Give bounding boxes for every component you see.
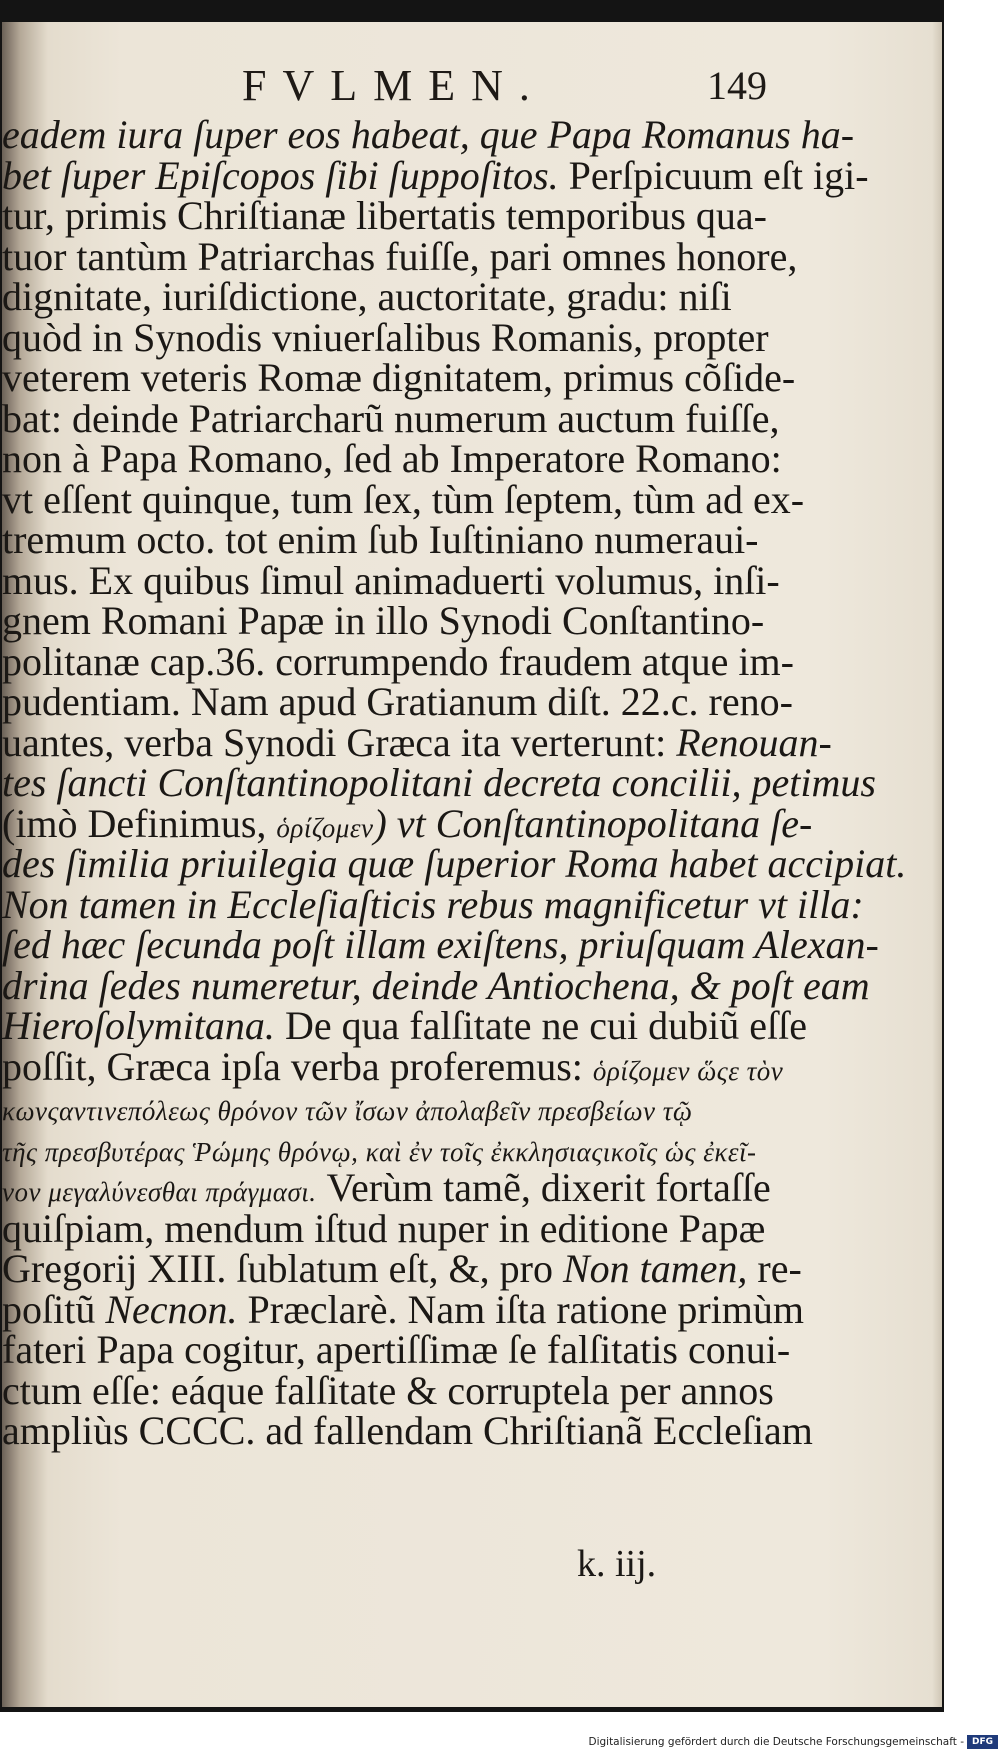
text-span: mus. Ex quibus ſimul animaduerti volumus, inſi-: [2, 557, 780, 603]
text-line: [2, 841, 907, 886]
text-span: Perſpicuum eſt igi-: [558, 152, 869, 198]
text-span: pudentiam. Nam apud Gratianum diſt. 22.c. reno-: [2, 679, 793, 724]
body-text: [2, 112, 907, 1453]
text-span: non à Papa Romano, ſed ab Imperatore Romano:: [2, 436, 782, 481]
text-line: [2, 193, 812, 238]
text-line: [2, 881, 864, 927]
text-span: Verùm tamẽ, dixerit fortaſſe: [316, 1165, 771, 1210]
italic-text-span: Hieroſolymitana.: [2, 1003, 275, 1048]
running-title: FVLMEN.: [242, 61, 546, 110]
digitization-credit: Digitalisierung gefördert durch die Deutsche Forschungsgemeinschaft -: [588, 1736, 964, 1748]
text-span: fateri Papa cogitur, apertiſſimæ ſe falſitatis conui-: [2, 1327, 791, 1372]
italic-text-span: ſed hæc ſecunda poſt illam exiſtens, priuſquam Alexan-: [2, 922, 879, 967]
italic-text-span: drina ſedes numeretur, deinde Antiochena, & poſt eam: [2, 962, 870, 1008]
text-span: poſitũ: [2, 1286, 106, 1332]
text-line: [2, 1003, 812, 1048]
text-span: Gregorij XIII. ſublatum eſt, &, pro: [2, 1246, 563, 1291]
text-line: [2, 922, 879, 967]
text-span: ampliùs CCCC. ad fallendam Chriſtianã Eccleſiam: [2, 1408, 813, 1453]
text-line: [2, 1408, 813, 1453]
text-span: uantes, verba Synodi Græca ita verterunt:: [2, 719, 677, 765]
text-line: [2, 233, 812, 279]
italic-text-span: des ſimilia priuilegia quæ ſuperior Roma habet accipiat.: [2, 841, 907, 886]
text-line: [2, 1367, 812, 1413]
greek-text-span: νον μεγαλύνεσθαι πράγμασι.: [2, 1177, 317, 1207]
text-span: bat: deinde Patriarcharũ numerum auctum fuiſſe,: [2, 395, 780, 441]
text-span: vt eſſent quinque, tum ſex, tùm ſeptem, tùm ad ex-: [2, 476, 805, 522]
text-line: [2, 152, 869, 198]
text-span: re-: [747, 1246, 802, 1291]
greek-text-span: ὁρίζομεν ὥςε τὸν: [592, 1055, 784, 1086]
text-line: [2, 436, 812, 481]
text-span: politanæ cap.36. corrumpendo fraudem atque im-: [2, 638, 794, 684]
signature-mark: k. iij.: [577, 1543, 657, 1585]
italic-text-span: Necnon.: [105, 1286, 238, 1332]
italic-text-span: eadem iura ſuper eos habeat, que Papa Romanus ha-: [2, 112, 855, 157]
text-line: [2, 719, 832, 765]
text-span: tuor tantùm Patriarchas fuiſſe, pari omnes honore,: [2, 233, 798, 279]
italic-text-span: Non tamen,: [562, 1246, 748, 1291]
text-line: [2, 1165, 812, 1210]
text-line: [2, 962, 870, 1008]
text-line: [2, 1205, 812, 1251]
text-span: gnem Romani Papæ in illo Synodi Conſtantino-: [2, 598, 765, 643]
running-head: [2, 50, 942, 110]
italic-text-span: tes ſancti Conſtantinopolitani decreta concilii, petimus: [2, 760, 876, 805]
text-span: tremum octo. tot enim ſub Iuſtiniano numeraui-: [2, 517, 759, 562]
text-line: [2, 1087, 812, 1128]
text-span: poſſit, Græca ipſa verba proferemus:: [2, 1043, 593, 1089]
italic-text-span: Non tamen in Eccleſiaſticis rebus magnificetur vt illa:: [2, 881, 864, 927]
text-line: [2, 1286, 812, 1332]
text-line: [2, 1128, 812, 1169]
text-line: [2, 557, 812, 603]
text-line: [2, 1327, 812, 1372]
text-line: [2, 314, 812, 360]
text-span: quòd in Synodis vniuerſalibus Romanis, propter: [2, 314, 769, 360]
greek-text-span: κωνςαντινεπόλεως θρόνον τῶν ἴσων ἀπολαβεῖν πρεσβείων τῷ: [2, 1096, 693, 1126]
text-span: veterem veteris Romæ dignitatem, primus cõſide-: [2, 355, 796, 400]
italic-text-span: Renouan-: [676, 719, 832, 765]
italic-text-span: ) vt Conſtantinopolitana ſe-: [373, 800, 813, 846]
text-line: [2, 517, 812, 562]
dfg-logo: DFG: [967, 1735, 998, 1749]
text-span: De qua falſitate ne cui dubiũ eſſe: [274, 1003, 807, 1048]
text-line: [2, 112, 855, 157]
text-line: [2, 1246, 812, 1291]
text-span: dignitate, iuriſdictione, auctoritate, gradu: niſi: [2, 274, 732, 319]
text-line: [2, 679, 812, 724]
greek-text-span: ὁρίζομεν: [276, 812, 374, 843]
text-span: Præclarè. Nam iſta ratione primùm: [237, 1286, 805, 1332]
text-line: [2, 476, 812, 522]
book-page: [2, 22, 942, 1707]
text-line: [2, 274, 812, 319]
italic-text-span: bet ſuper Epiſcopos ſibi ſuppoſitos.: [2, 152, 559, 198]
text-line: [2, 1043, 812, 1089]
text-line: [2, 638, 812, 684]
greek-text-span: τῆς πρεσβυτέρας Ῥώμης θρόνῳ, καὶ ἐν τοῖς ἐκκλησιαςικοῖς ὡς ἐκεῖ-: [2, 1136, 757, 1167]
text-line: [2, 598, 812, 643]
text-span: quiſpiam, mendum iſtud nuper in editione Papæ: [2, 1205, 766, 1251]
text-line: [2, 355, 812, 400]
text-span: (imò Definimus,: [2, 800, 277, 846]
text-line: [2, 395, 812, 441]
text-span: tur, primis Chriſtianæ libertatis temporibus qua-: [2, 193, 767, 238]
page-number: 149: [707, 63, 767, 108]
text-line: [2, 760, 876, 805]
text-line: [2, 800, 813, 846]
text-span: ctum eſſe: eáque falſitate & corruptela per annos: [2, 1367, 774, 1413]
